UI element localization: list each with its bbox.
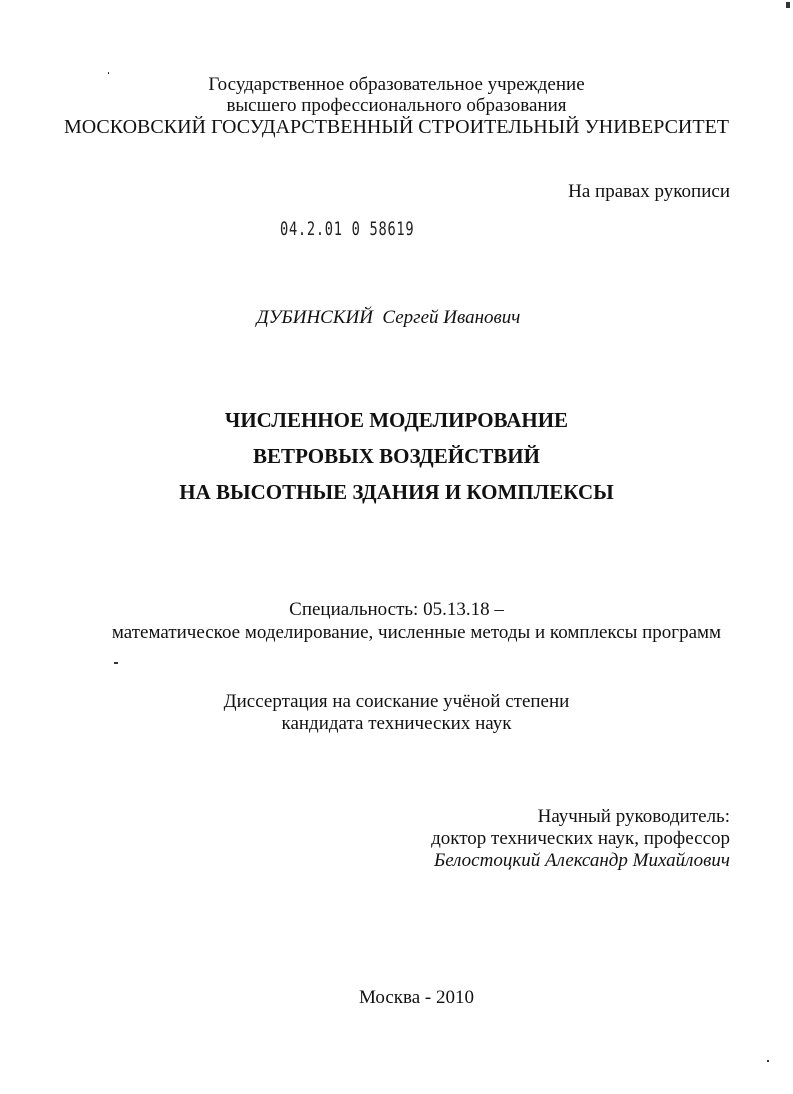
scan-speck	[114, 662, 118, 664]
catalog-stamp: 04.2.01 0 58619	[280, 218, 415, 240]
degree-line1: Диссертация на соискание учёной степени	[223, 691, 570, 712]
header-university-name: МОСКОВСКИЙ ГОСУДАРСТВЕННЫЙ СТРОИТЕЛЬНЫЙ УНИВЕРСИТЕТ	[63, 116, 730, 138]
rights-note: На правах рукописи	[568, 181, 730, 202]
scan-speck	[767, 1060, 769, 1062]
title-line: ЧИСЛЕННОЕ МОДЕЛИРОВАНИЕ	[224, 408, 569, 432]
place-year: Москва - 2010	[358, 987, 475, 1008]
author-surname: ДУБИНСКИЙ	[256, 307, 373, 328]
title-line: НА ВЫСОТНЫЕ ЗДАНИЯ И КОМПЛЕКСЫ	[179, 480, 614, 504]
scan-speck	[786, 2, 790, 8]
supervisor-label: Научный руководитель:	[537, 806, 730, 827]
title-line: ВЕТРОВЫХ ВОЗДЕЙСТВИЙ	[253, 444, 540, 468]
author-name	[0, 307, 785, 329]
supervisor-rank: доктор технических наук, профессор	[431, 828, 730, 849]
header-education-level: высшего профессионального образования	[226, 95, 567, 116]
scan-speck	[108, 72, 109, 74]
specialty-name: математическое моделирование, численные методы и комплексы программ	[111, 622, 722, 643]
supervisor-name: Белостоцкий Александр Михайлович	[433, 850, 730, 871]
author-given-names: Сергей Иванович	[382, 307, 521, 328]
header-institution-type: Государственное образовательное учреждение	[208, 74, 585, 95]
degree-line2: кандидата технических наук	[281, 713, 512, 734]
specialty-code: Специальность: 05.13.18 –	[289, 599, 504, 620]
